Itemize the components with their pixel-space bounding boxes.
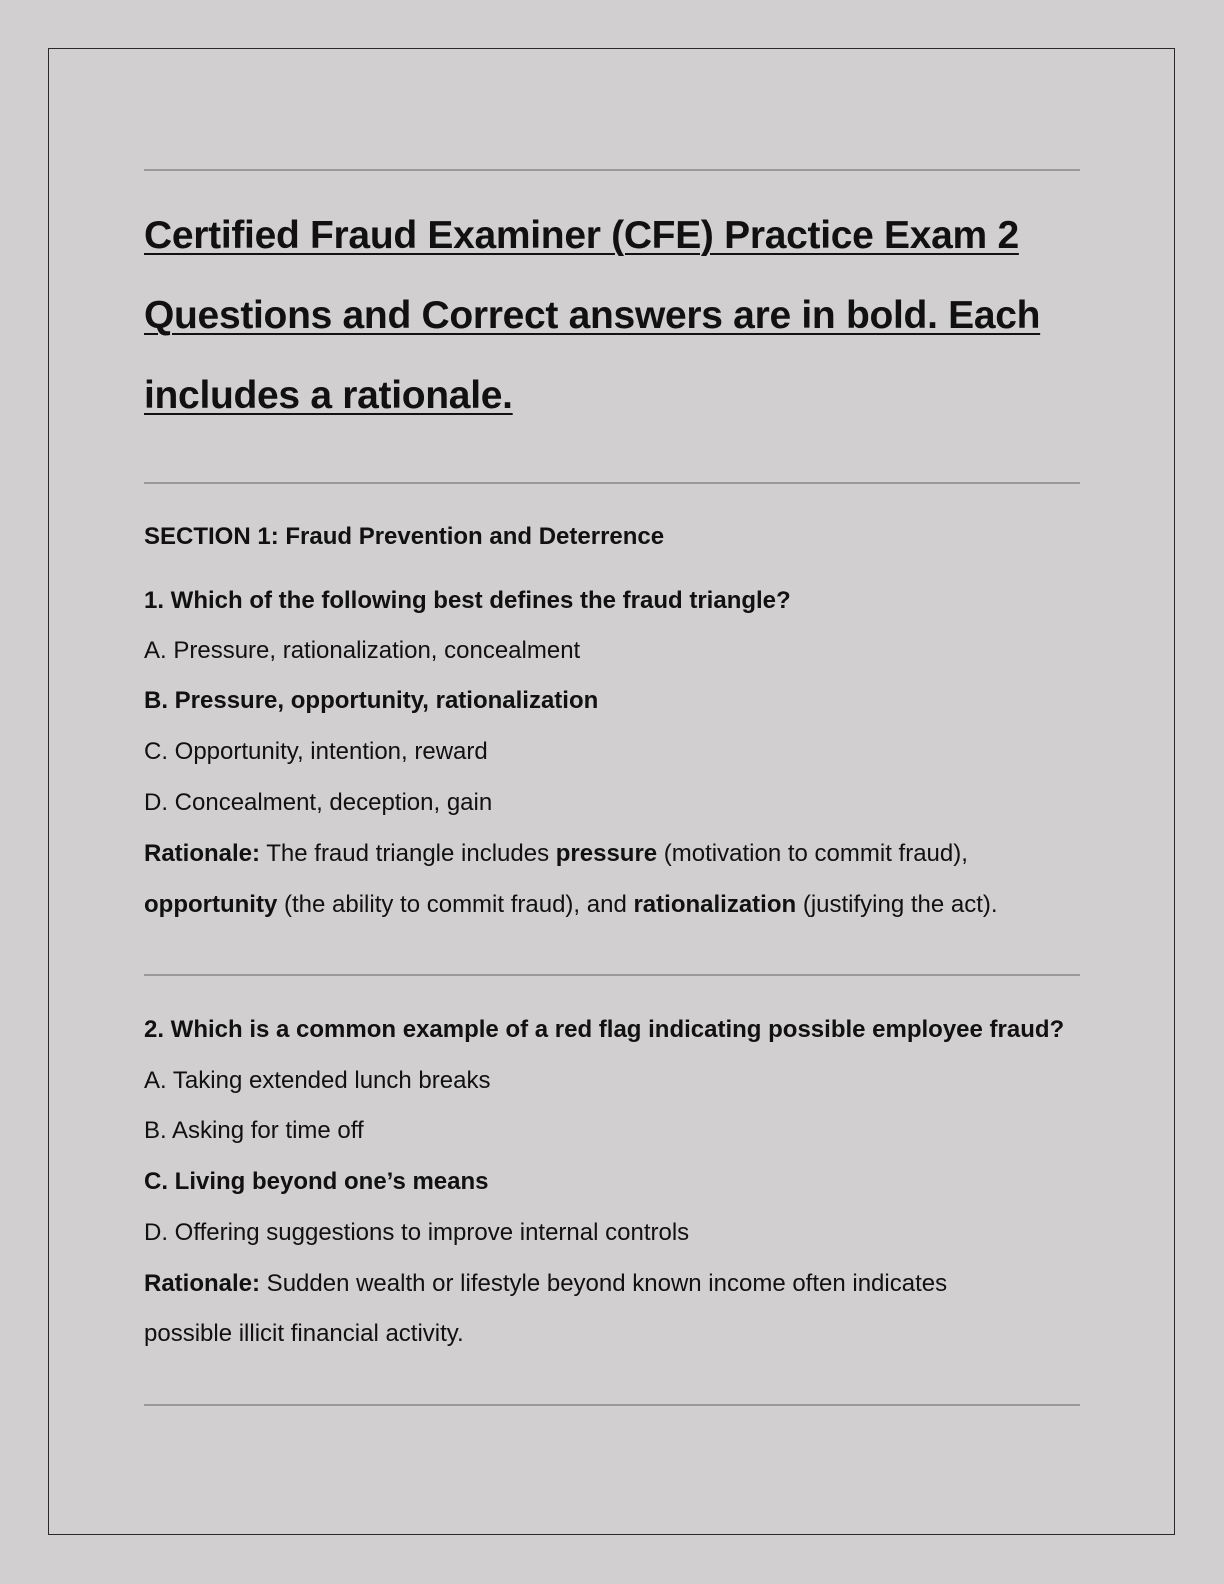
question-1-option-d: D. Concealment, deception, gain bbox=[144, 789, 493, 816]
rationale-label: Rationale: bbox=[144, 1270, 261, 1297]
question-2-option-b: B. Asking for time off bbox=[144, 1117, 364, 1144]
question-2-option-d: D. Offering suggestions to improve internal controls bbox=[144, 1219, 690, 1246]
question-1-option-a: A. Pressure, rationalization, concealment bbox=[144, 637, 581, 664]
question-2-rationale-line-1 bbox=[144, 1269, 947, 1299]
divider-after-title bbox=[144, 482, 1080, 484]
question-2: 2. Which is a common example of a red flag indicating possible employee fraud? bbox=[144, 1016, 1065, 1043]
rationale-text: (justifying the act). bbox=[796, 891, 998, 918]
rationale-term-opportunity: opportunity bbox=[144, 891, 278, 918]
question-1: 1. Which of the following best defines the fraud triangle? bbox=[144, 587, 791, 614]
document-title: Certified Fraud Examiner (CFE) Practice Exam 2 Questions and Correct answers are in bold. Each includes a rationale. bbox=[144, 214, 1041, 417]
rationale-text: (motivation to commit fraud), bbox=[657, 840, 968, 867]
question-1-rationale-line-1 bbox=[144, 839, 968, 869]
rationale-text: Sudden wealth or lifestyle beyond known income often indicates bbox=[260, 1270, 948, 1297]
question-1-rationale-line-2 bbox=[144, 890, 998, 920]
divider-after-question-1 bbox=[144, 974, 1080, 976]
rationale-label: Rationale: bbox=[144, 840, 261, 867]
question-2-option-a: A. Taking extended lunch breaks bbox=[144, 1067, 491, 1094]
divider-bottom bbox=[144, 1404, 1080, 1406]
section-heading: SECTION 1: Fraud Prevention and Deterrence bbox=[144, 523, 665, 550]
question-1-option-c: C. Opportunity, intention, reward bbox=[144, 738, 488, 765]
question-2-option-c-correct: C. Living beyond one’s means bbox=[144, 1168, 489, 1195]
rationale-text: The fraud triangle includes bbox=[260, 840, 556, 867]
question-2-rationale-line-2: possible illicit financial activity. bbox=[144, 1320, 464, 1347]
question-1-option-b-correct: B. Pressure, opportunity, rationalization bbox=[144, 687, 599, 714]
divider-top bbox=[144, 169, 1080, 171]
rationale-term-pressure: pressure bbox=[555, 840, 658, 867]
rationale-text: (the ability to commit fraud), and bbox=[277, 891, 634, 918]
rationale-term-rationalization: rationalization bbox=[633, 891, 797, 918]
